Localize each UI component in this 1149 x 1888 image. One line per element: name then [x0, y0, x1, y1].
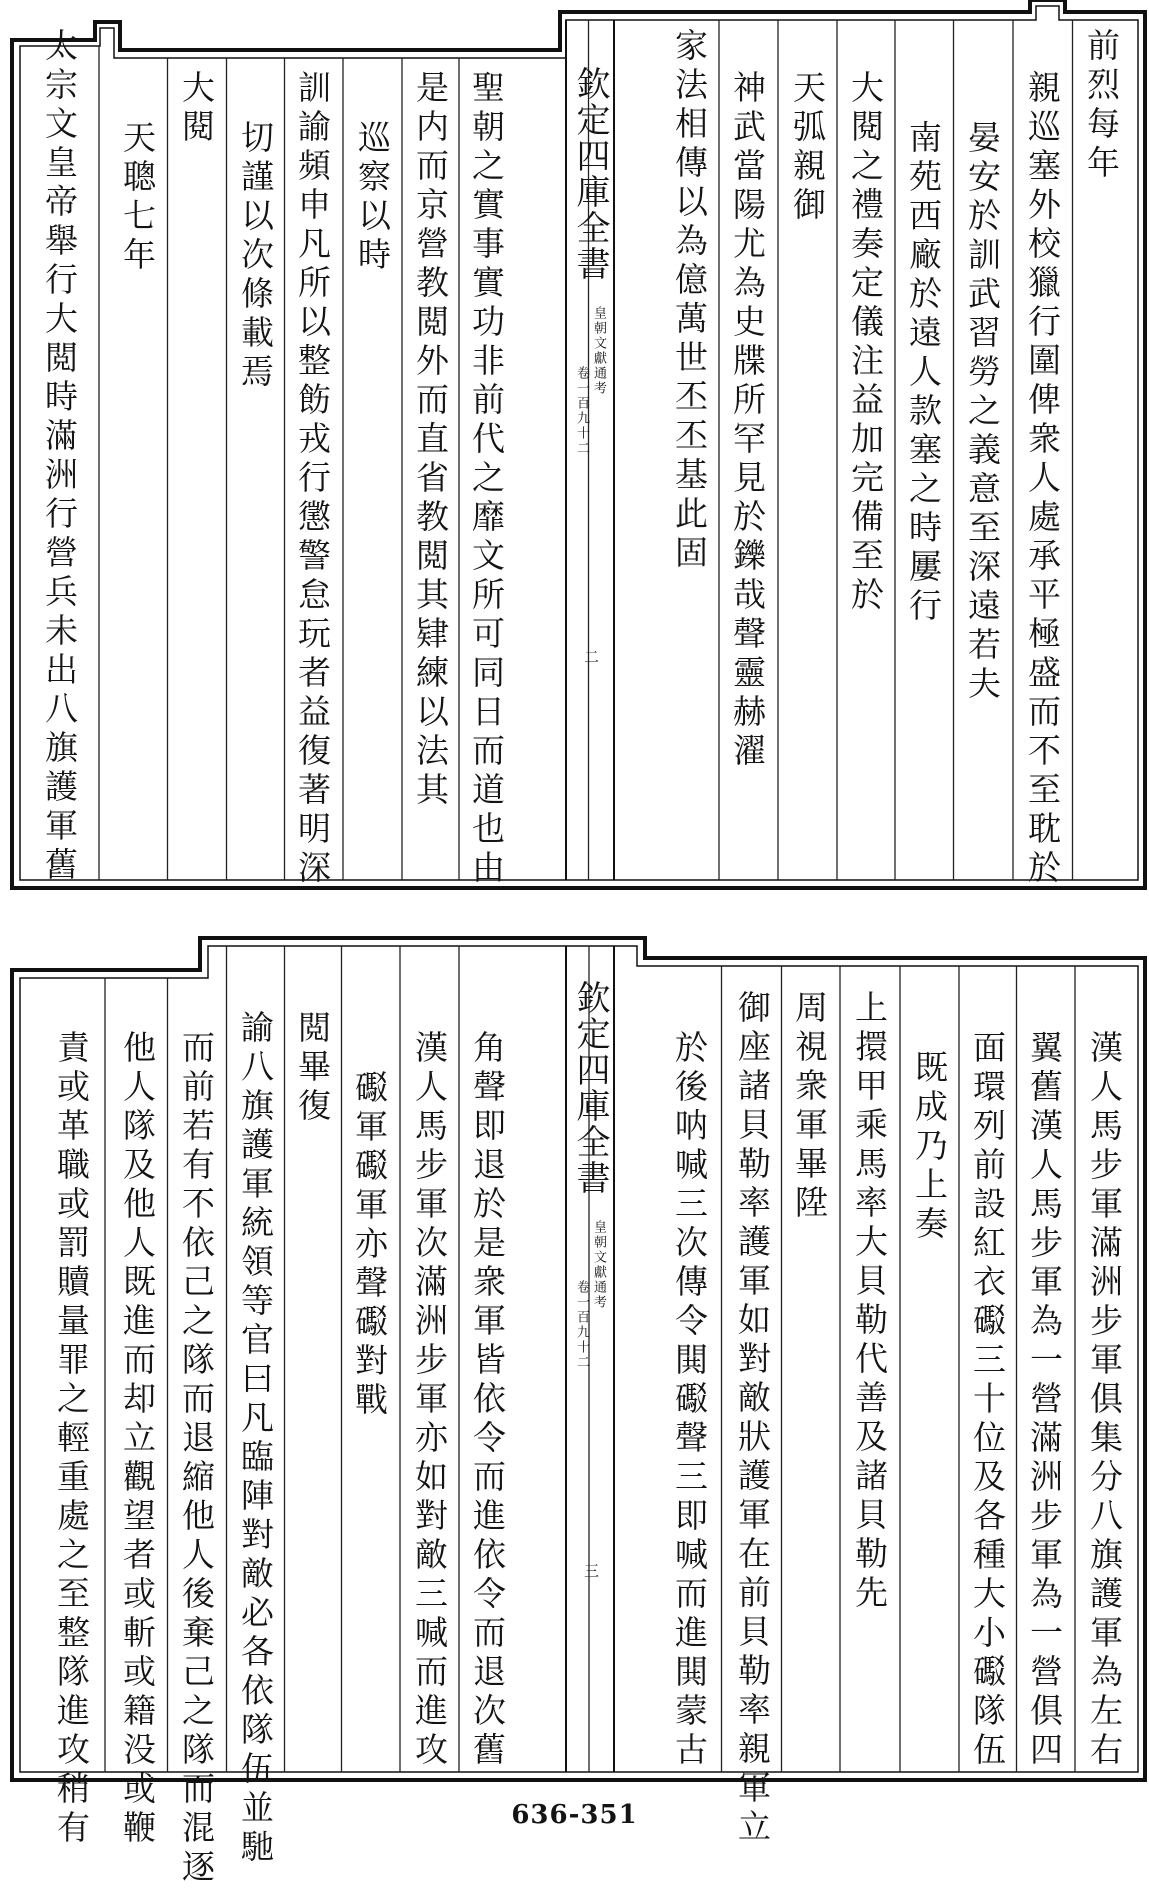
text-column: 他人隊及他人既進而却立觀望者或斬或籍没或鞭: [118, 1030, 157, 1849]
center-book-title: 皇朝文獻通考: [591, 306, 606, 396]
page-number-footer: 636-351: [511, 1800, 638, 1830]
text-column: 神武當陽尤為史牒所罕見於鑠哉聲靈赫濯: [728, 70, 767, 772]
center-page-number: 三: [584, 1562, 600, 1580]
text-column: 家法相傳以為億萬世丕丕基此固: [670, 28, 709, 574]
text-column: 責或革職或罰贖量罪之輕重處之至整隊進攻稍有: [52, 1030, 91, 1849]
text-column: 是内而京營教閲外而直省教閲其肄練以法其: [411, 70, 450, 811]
text-column: 翼舊漢人馬步軍為一營滿洲步軍為一營俱四: [1025, 1030, 1064, 1771]
text-column: 面環列前設紅衣礟三十位及各種大小礟隊伍: [968, 1030, 1007, 1771]
text-column: 天弧親御: [788, 70, 827, 226]
text-column: 御座諸貝勒率護軍如對敵狀護軍在前貝勒率親軍立: [733, 990, 772, 1848]
text-column: 而前若有不依己之隊而退縮他人後棄己之隊而混逐: [177, 1030, 216, 1888]
text-column: 巡察以時: [353, 120, 392, 276]
center-page-number: 二: [584, 648, 600, 666]
center-volume: 卷一百九十二: [574, 366, 589, 456]
text-column: 聖朝之實事實功非前代之靡文所可同日而道也由: [467, 70, 506, 889]
text-column: 天聰七年: [118, 120, 157, 276]
top-page: [0, 0, 1149, 889]
center-book-title: 皇朝文獻通考: [591, 1220, 606, 1310]
text-column: 上擐甲乘馬率大貝勒代善及諸貝勒先: [850, 990, 889, 1614]
center-volume: 卷一百九十二: [574, 1280, 589, 1370]
text-column: 切謹以次條載焉: [236, 120, 275, 393]
text-column: 前烈每年: [1082, 28, 1121, 184]
text-column: 閲畢復: [293, 1010, 332, 1127]
text-column: 大閱: [177, 70, 216, 148]
text-column: 諭八旗護軍統領等官曰凡臨陣對敵必各依隊伍並馳: [236, 1010, 275, 1868]
text-column: 晏安於訓武習勞之義意至深遠若夫: [963, 120, 1002, 705]
text-column: 既成乃上奏: [910, 1050, 949, 1245]
text-column: 礟軍礟軍亦聲礟對戰: [350, 1070, 389, 1421]
text-column: 漢人馬步軍次滿洲步軍亦如對敵三喊而進攻: [410, 1030, 449, 1771]
text-column: 周視衆軍畢陞: [790, 990, 829, 1224]
text-column: 太宗文皇帝舉行大閲時滿洲行營兵未出八旗護軍舊: [40, 28, 79, 886]
text-column: 角聲即退於是衆軍皆依令而進依令而退次舊: [468, 1030, 507, 1771]
text-column: 南苑西廠於遠人款塞之時屢行: [904, 120, 943, 627]
text-column: 訓諭頻申凡所以整飭戎行懲警怠玩者益復著明深: [293, 70, 332, 889]
center-title: 欽定四庫全書: [570, 980, 610, 1196]
center-title: 欽定四庫全書: [570, 66, 610, 282]
text-column: 於後呐喊三次傳令閧礟聲三即喊而進閧蒙古: [670, 1030, 709, 1771]
text-column: 漢人馬步軍滿洲步軍俱集分八旗護軍為左右: [1085, 1030, 1124, 1771]
text-column: 大閱之禮奏定儀注益加完備至於: [846, 70, 885, 616]
text-column: 親巡塞外校獵行圍俾衆人處承平極盛而不至耽於: [1023, 70, 1062, 889]
